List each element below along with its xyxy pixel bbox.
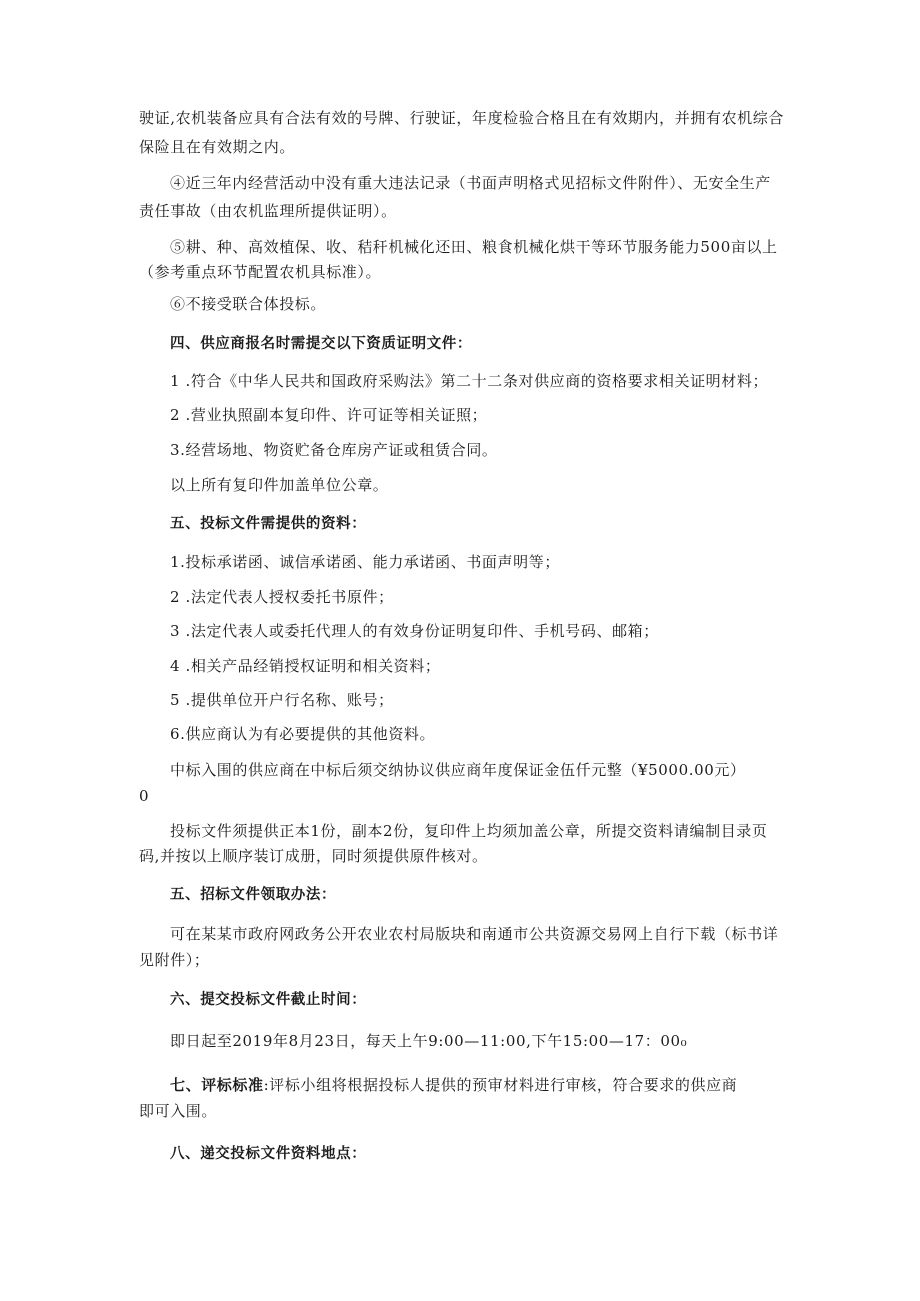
- paragraph-line: （参考重点环节配置农机具标准）。: [139, 263, 382, 281]
- section-heading-6: 六、提交投标文件截止时间：: [170, 992, 367, 1008]
- evaluation-text: :评标小组将根据投标人提供的预审材料进行审核，符合要求的供应商: [263, 1076, 738, 1094]
- section-heading-7: [170, 1075, 830, 1095]
- section-heading-5a: 五、投标文件需提供的资料：: [170, 516, 367, 532]
- list-item: 6.供应商认为有必要提供的其他资料。: [170, 725, 436, 743]
- list-item: 2 .法定代表人授权委托书原件；: [170, 588, 394, 606]
- section-heading-4: 四、供应商报名时需提交以下资质证明文件：: [170, 336, 472, 352]
- list-item: 4 .相关产品经销授权证明和相关资料；: [170, 657, 441, 675]
- copies-text: 投标文件须提供正本1份，副本2份，复印件上均须加盖公章，所提交资料请编制目录页: [170, 822, 768, 840]
- section-heading-8: 八、递交投标文件资料地点：: [170, 1146, 367, 1162]
- deadline-text: 即日起至2019年8月23日，每天上午9:00—11:00,下午15:00—17：00₀: [170, 1032, 688, 1050]
- section-heading-7-label: 七、评标标准: [170, 1076, 264, 1094]
- download-text: 见附件）；: [139, 951, 210, 969]
- copies-text: 码,并按以上顺序装订成册，同时须提供原件核对。: [139, 847, 488, 865]
- download-text: 可在某某市政府网政务公开农业农村局版块和南通市公共资源交易网上自行下载（标书详: [170, 925, 779, 943]
- evaluation-text: 即可入围。: [139, 1102, 218, 1120]
- section-heading-5b: 五、招标文件领取办法：: [170, 887, 337, 903]
- deposit-text: 0: [139, 787, 150, 805]
- requirement-6: ⑥不接受联合体投标。: [170, 295, 327, 313]
- list-item: 3 .法定代表人或委托代理人的有效身份证明复印件、手机号码、邮箱；: [170, 622, 659, 640]
- note-text: 以上所有复印件加盖单位公章。: [170, 476, 389, 494]
- list-item: 3.经营场地、物资贮备仓库房产证或租赁合同。: [170, 441, 498, 459]
- list-item: 2 .营业执照副本复印件、许可证等相关证照；: [170, 406, 488, 424]
- paragraph-line: 驶证,农机装备应具有合法有效的号牌、行驶证，年度检验合格且在有效期内，并拥有农机综合: [139, 109, 784, 127]
- list-item: 5 .提供单位开户行名称、账号；: [170, 691, 394, 709]
- list-item: 1.投标承诺函、诚信承诺函、能力承诺函、书面声明等；: [170, 553, 560, 571]
- paragraph-line: 责任事故（由农机监理所提供证明）。: [139, 202, 397, 220]
- paragraph-line: 保险且在有效期之内。: [139, 138, 296, 156]
- requirement-5: ⑤耕、种、高效植保、收、秸秆机械化还田、粮食机械化烘干等环节服务能力500亩以上: [170, 238, 778, 256]
- requirement-4: ④近三年内经营活动中没有重大违法记录（书面声明格式见招标文件附件）、无安全生产: [170, 174, 771, 192]
- deposit-text: 中标入围的供应商在中标后须交纳协议供应商年度保证金伍仟元整（¥5000.00元）: [170, 761, 746, 779]
- list-item: 1 .符合《中华人民共和国政府采购法》第二十二条对供应商的资格要求相关证明材料；: [170, 372, 769, 390]
